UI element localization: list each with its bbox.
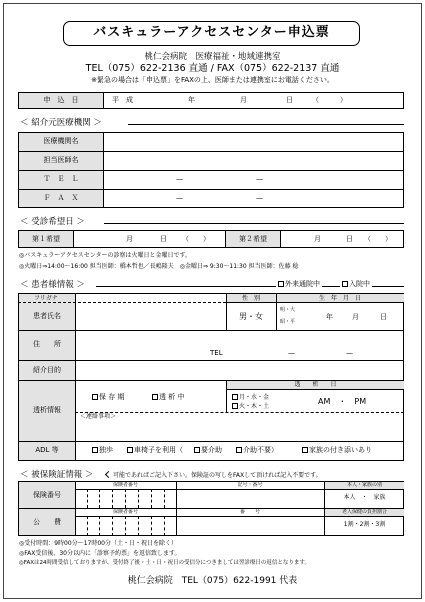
predialysis-checkbox[interactable]: 保 存 期 [92,394,124,401]
visit-note-1: ◎バスキュラーアクセスセンターの診察は火曜日と金曜日です。 [19,252,192,259]
am-pm-select[interactable]: AM ・ PM [318,397,367,406]
insurance-section-title: ＜ 被保険証情報 ＞ [20,470,94,480]
outpatient-checkbox[interactable]: 外来通院中 [276,281,322,288]
purpose-label: 紹介目的 [33,366,61,374]
tel-label: Ｔ Ｅ Ｌ [43,175,79,183]
adl-label: ADL 等 [35,446,59,454]
patient-section-title: ＜ 患者様情報 ＞ [20,280,85,290]
burden-ratio-value[interactable]: 1割・2割・3割 [343,521,386,528]
dialysis-label: 透析情報 [33,406,61,414]
on-dialysis-checkbox[interactable]: 透 析 中 [152,394,184,401]
form-title: バスキュラーアクセスセンター申込票 [63,21,360,46]
patient-name-label: 患者氏名 [33,312,61,320]
contact-notes-label: ＜連絡事項＞ [80,413,117,420]
public-expense-label: 公 費 [33,518,61,526]
insurance-number-label: 保険番号 [33,491,61,499]
visit-section-title: ＜ 受診希望日 ＞ [20,217,85,227]
adl-walk-checkbox[interactable]: 独歩 [92,447,113,454]
tts-checkbox[interactable]: 火・木・土 [232,403,269,410]
footer-contact: 桃仁会病院 TEL（075）622-1991 代表 [127,576,298,586]
application-date-label: 申 込 日 [43,96,79,104]
adl-no-assist-checkbox[interactable]: 介助不要） [236,447,278,454]
furigana-label: フリガナ [34,295,58,302]
footer-note-3: ◎FAXは24時間受信しておりますが、受付終了後・土・日・祝日の受信分につきましては翌診療日の返信となります。 [19,560,310,566]
footer-note-1: ◎受付時間：9時00分〜17時00分（土・日・祝日を除く） [19,540,177,547]
insured-relation-value[interactable]: 本人 ・ 家族 [343,494,386,501]
doctor-name-label: 担当医師名 [43,156,79,164]
second-choice-label: 第２希望 [239,235,267,243]
inpatient-checkbox[interactable]: 入院中 [340,281,372,288]
era-label: 平 成 [112,96,133,104]
mwf-checkbox[interactable]: 月・水・金 [232,394,269,401]
fax-label: Ｆ Ａ Ｘ [43,194,79,202]
org-name: 桃仁会病院 医療福祉・地域連携室 [144,52,281,62]
adl-wheelchair-checkbox[interactable]: 車椅子を利用（ [127,447,183,454]
facility-name-label: 医療機関名 [43,137,79,145]
first-choice-label: 第１希望 [32,235,60,243]
footer-note-2: ◎FAX受信後、30分以内に「診察予約票」を返信致します。 [19,550,181,557]
adl-family-checkbox[interactable]: 家族の付き添いあり [302,447,372,454]
sex-value[interactable]: 男・女 [239,312,263,321]
referrer-section-title: ＜ 紹介元医療機関 ＞ [20,118,102,128]
visit-note-2: ◎火曜日⇒14:00〜16:00 担当医師：橋本哲也／長嶋隆夫 ◎金曜日⇒ 9:30〜11:30 担当医師：佐藤 稔 [19,263,299,270]
adl-assist-checkbox[interactable]: 要介助 [194,447,222,454]
urgent-note: ※緊急の場合は「申込票」をFAXの上、医師または連携室にお電話ください。 [91,76,334,84]
org-phone: TEL（075）622-2136 直通 / FAX（075）622-2137 直通 [85,63,340,74]
address-label: 住 所 [33,340,61,348]
insurance-note: 可能であればご記入下さい。保険証の写しをFAXして頂ければ記入不要です。 [106,472,322,479]
